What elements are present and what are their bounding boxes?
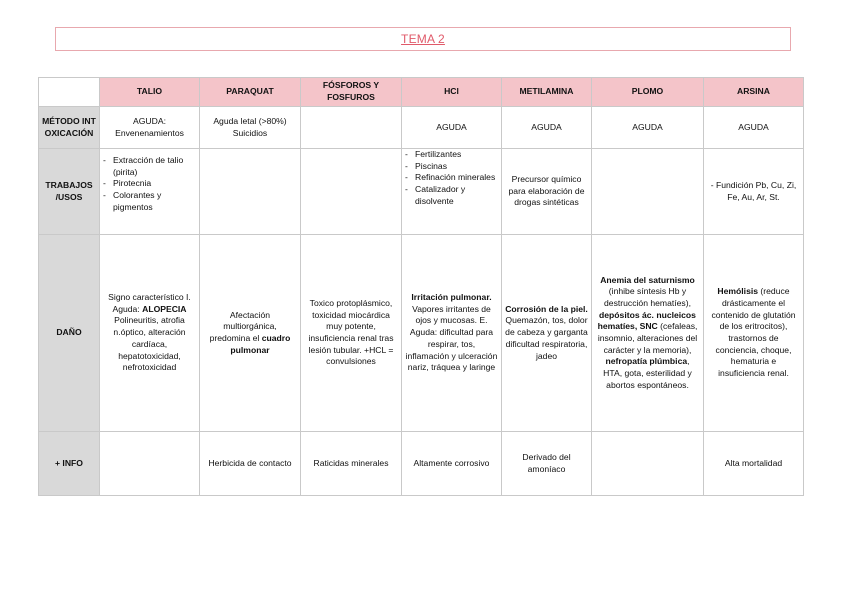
cell-dano-arsina xyxy=(704,235,804,432)
list-item: - Catalizador y disolvente xyxy=(405,184,498,207)
text-segment: Vapores irritantes de ojos y mucosas. E. Aguda: dificultad para respirar, tos, inflamación y ulceración nariz, tráquea y laringe xyxy=(405,303,498,373)
row-header-dano: DAÑO xyxy=(39,235,100,432)
talio-uses-list xyxy=(103,155,196,213)
bold-text: Corrosión de la piel. xyxy=(505,303,588,314)
text-segment: Afectación multiorgánica, predomina el xyxy=(209,309,277,343)
text-segment: (reduce drásticamente el contenido de glutatión de los eritrocitos), trastornos de conciencia, choque, hematuria e insuficiencia renal. xyxy=(711,286,796,379)
text-segment: (inhibe síntesis Hb y destrucción hematíes), xyxy=(604,286,691,308)
bold-text: Hemólisis xyxy=(717,286,759,297)
list-item: - Extracción de talio (pirita) xyxy=(103,155,196,178)
cell-info-metilamina: Derivado del amoníaco xyxy=(502,432,592,496)
row-header-metodo xyxy=(39,107,100,149)
cell-dano-talio xyxy=(100,235,200,432)
cell-dano-paraquat xyxy=(200,235,301,432)
cell-dano-plomo xyxy=(592,235,704,432)
col-header-paraquat: PARAQUAT xyxy=(200,78,301,107)
row-info xyxy=(39,432,804,496)
cell-trabajos-metilamina: Precursor químico para elaboración de drogas sintéticas xyxy=(502,149,592,235)
cell-metodo-arsina: AGUDA xyxy=(704,107,804,149)
row-metodo xyxy=(39,107,804,149)
cell-metodo-paraquat: Aguda letal (>80%) Suicidios xyxy=(200,107,301,149)
bold-text: Anemia del saturnismo xyxy=(600,274,695,285)
col-header-arsina: ARSINA xyxy=(704,78,804,107)
cell-dano-fosforos: Toxico protoplásmico, toxicidad miocárdica muy potente, insuficiencia renal tras lesión tubular. +HCL = convulsiones xyxy=(301,235,402,432)
row-header-info: + INFO xyxy=(39,432,100,496)
cell-info-fosforos: Raticidas minerales xyxy=(301,432,402,496)
corner-cell xyxy=(39,78,100,107)
cell-info-plomo xyxy=(592,432,704,496)
cell-trabajos-arsina: - Fundición Pb, Cu, Zi, Fe, Au, Ar, St. xyxy=(704,149,804,235)
col-header-talio: TALIO xyxy=(100,78,200,107)
row-trabajos xyxy=(39,149,804,235)
toxic-table xyxy=(38,77,804,496)
cell-metodo-talio: AGUDA: Envenenamientos xyxy=(100,107,200,149)
row-label-metodo: MÉTODO INTOXICACIÓN xyxy=(42,115,96,138)
cell-metodo-metilamina: AGUDA xyxy=(502,107,592,149)
cell-trabajos-fosforos xyxy=(301,149,402,235)
title-box xyxy=(55,27,791,51)
cell-dano-metilamina xyxy=(502,235,592,432)
text-segment: Signo característico I. Aguda: xyxy=(108,292,191,314)
text-segment: (cefaleas, insomnio, alteraciones del carácter y la memoria), xyxy=(597,321,698,355)
list-item: - Refinación minerales xyxy=(405,172,498,184)
bold-text: cuadro pulmonar xyxy=(230,333,291,355)
cell-trabajos-hcl xyxy=(402,149,502,235)
cell-trabajos-paraquat xyxy=(200,149,301,235)
col-header-hcl: HCl xyxy=(402,78,502,107)
list-item: - Fertilizantes xyxy=(405,149,498,161)
list-item: - Colorantes y pigmentos xyxy=(103,190,196,213)
cell-trabajos-plomo xyxy=(592,149,704,235)
cell-metodo-fosforos xyxy=(301,107,402,149)
cell-info-paraquat: Herbicida de contacto xyxy=(200,432,301,496)
list-item: - Pirotecnia xyxy=(103,178,196,190)
cell-dano-hcl xyxy=(402,235,502,432)
col-header-plomo: PLOMO xyxy=(592,78,704,107)
row-header-trabajos: TRABAJOS /USOS xyxy=(39,149,100,235)
col-header-fosforos: FÓSFOROS Y FOSFUROS xyxy=(301,78,402,107)
bold-text: nefropatía plúmbica xyxy=(605,356,688,367)
list-item: - Piscinas xyxy=(405,161,498,173)
text-segment: Polineuritis, atrofia n.óptico, alteración cardíaca, hepatotoxicidad, nefrotoxicidad xyxy=(113,315,186,373)
col-header-metilamina: METILAMINA xyxy=(502,78,592,107)
header-row xyxy=(39,78,804,107)
bold-text: ALOPECIA xyxy=(142,303,187,314)
page-title: TEMA 2 xyxy=(401,32,445,46)
text-segment: Quemazón, tos, dolor de cabeza y garganta dificultad respiratoria, jadeo xyxy=(505,315,588,361)
hcl-uses-list xyxy=(405,149,498,207)
cell-info-talio xyxy=(100,432,200,496)
cell-trabajos-talio xyxy=(100,149,200,235)
bold-text: Irritación pulmonar. xyxy=(411,292,492,303)
row-dano xyxy=(39,235,804,432)
text-segment: , HTA, gota, esterilidad y abortos espontáneos. xyxy=(603,356,692,390)
cell-info-hcl: Altamente corrosivo xyxy=(402,432,502,496)
cell-info-arsina: Alta mortalidad xyxy=(704,432,804,496)
cell-metodo-plomo: AGUDA xyxy=(592,107,704,149)
cell-metodo-hcl: AGUDA xyxy=(402,107,502,149)
bold-text: depósitos ác. nucleicos hematíes, SNC xyxy=(597,309,696,332)
